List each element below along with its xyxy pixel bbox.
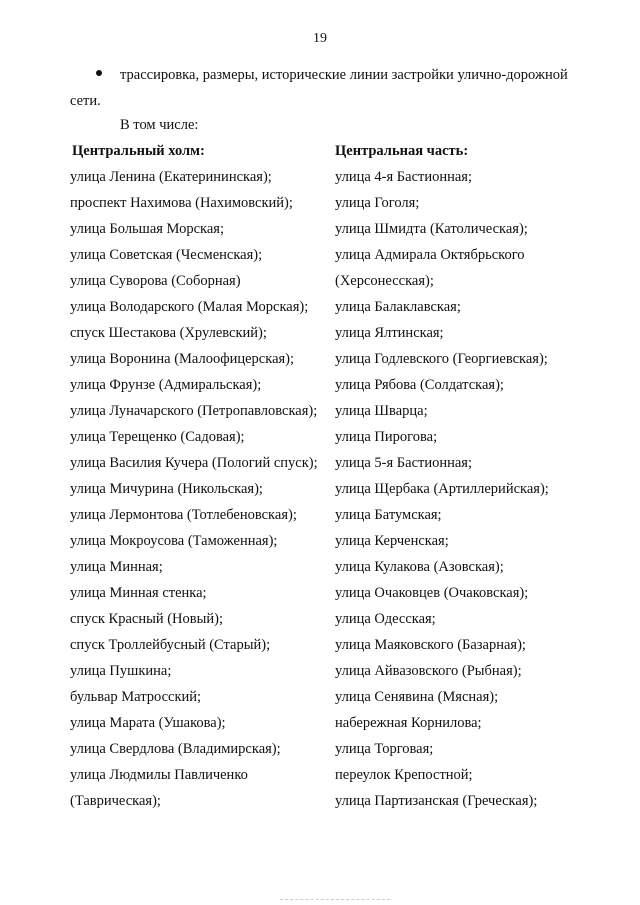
street-item: улица Гоголя; [335, 195, 420, 211]
street-item: спуск Красный (Новый); [70, 611, 223, 627]
street-item: спуск Троллейбусный (Старый); [70, 637, 271, 653]
street-item: улица Терещенко (Садовая); [70, 429, 245, 445]
scan-edge-mark [280, 899, 390, 902]
street-item: улица Шмидта (Католическая); [335, 221, 528, 237]
street-item: улица 4-я Бастионная; [335, 169, 472, 185]
street-item: улица Минная стенка; [70, 585, 207, 601]
street-item: улица Луначарского (Петропавловская); [70, 403, 318, 419]
street-item: улица Пирогова; [335, 429, 438, 445]
street-item: улица Воронина (Малоофицерская); [70, 351, 295, 367]
street-item: улица Торговая; [335, 741, 434, 757]
street-item: бульвар Матросский; [70, 689, 202, 705]
street-item: улица Щербака (Артиллерийская); [335, 481, 549, 497]
street-item: улица Годлевского (Георгиевская); [335, 351, 548, 367]
street-item: улица Свердлова (Владимирская); [70, 741, 281, 757]
street-item: улица Пушкина; [70, 663, 172, 679]
street-item: улица 5-я Бастионная; [335, 455, 472, 471]
left-column [70, 141, 336, 817]
street-item: улица Василия Кучера (Пологий спуск); [70, 455, 318, 471]
street-item: улица Керченская; [335, 533, 449, 549]
right-column [335, 141, 595, 817]
street-item: улица Батумская; [335, 507, 442, 523]
street-item: улица Адмирала Октябрьского [335, 247, 525, 263]
street-item: улица Кулакова (Азовская); [335, 559, 504, 575]
street-item: улица Шварца; [335, 403, 428, 419]
street-item: улица Ялтинская; [335, 325, 444, 341]
street-item: улица Лермонтова (Тотлебеновская); [70, 507, 297, 523]
street-item: (Херсонесская); [335, 273, 434, 289]
street-item: улица Балаклавская; [335, 299, 461, 315]
bullet-text-line2: сети. [70, 93, 101, 109]
street-item: улица Очаковцев (Очаковская); [335, 585, 529, 601]
street-item: улица Одесская; [335, 611, 436, 627]
street-item: улица Сенявина (Мясная); [335, 689, 499, 705]
street-item: улица Мичурина (Никольская); [70, 481, 263, 497]
street-item: улица Суворова (Соборная) [70, 273, 241, 289]
left-column-heading: Центральный холм: [72, 143, 205, 159]
right-column-heading: Центральная часть: [335, 143, 469, 159]
street-item: улица Советская (Чесменская); [70, 247, 263, 263]
street-item: спуск Шестакова (Хрулевский); [70, 325, 267, 341]
street-item: улица Минная; [70, 559, 163, 575]
street-item: набережная Корнилова; [335, 715, 482, 731]
street-item: улица Большая Морская; [70, 221, 224, 237]
street-item: улица Мокроусова (Таможенная); [70, 533, 278, 549]
street-item: улица Айвазовского (Рыбная); [335, 663, 522, 679]
bullet-text-line1: трассировка, размеры, исторические линии застройки улично-дорожной [120, 67, 568, 83]
street-item: улица Фрунзе (Адмиральская); [70, 377, 262, 393]
street-item: проспект Нахимова (Нахимовский); [70, 195, 293, 211]
page-number: 19 [313, 31, 327, 46]
bullet-dot-icon [96, 70, 102, 76]
street-item: (Таврическая); [70, 793, 161, 809]
street-item: улица Маяковского (Базарная); [335, 637, 526, 653]
street-item: улица Людмилы Павличенко [70, 767, 248, 783]
street-item: улица Партизанская (Греческая); [335, 793, 538, 809]
street-item: переулок Крепостной; [335, 767, 473, 783]
street-item: улица Рябова (Солдатская); [335, 377, 504, 393]
street-item: улица Марата (Ушакова); [70, 715, 226, 731]
intro-text: В том числе: [120, 117, 199, 133]
street-item: улица Володарского (Малая Морская); [70, 299, 309, 315]
street-item: улица Ленина (Екатерининская); [70, 169, 272, 185]
